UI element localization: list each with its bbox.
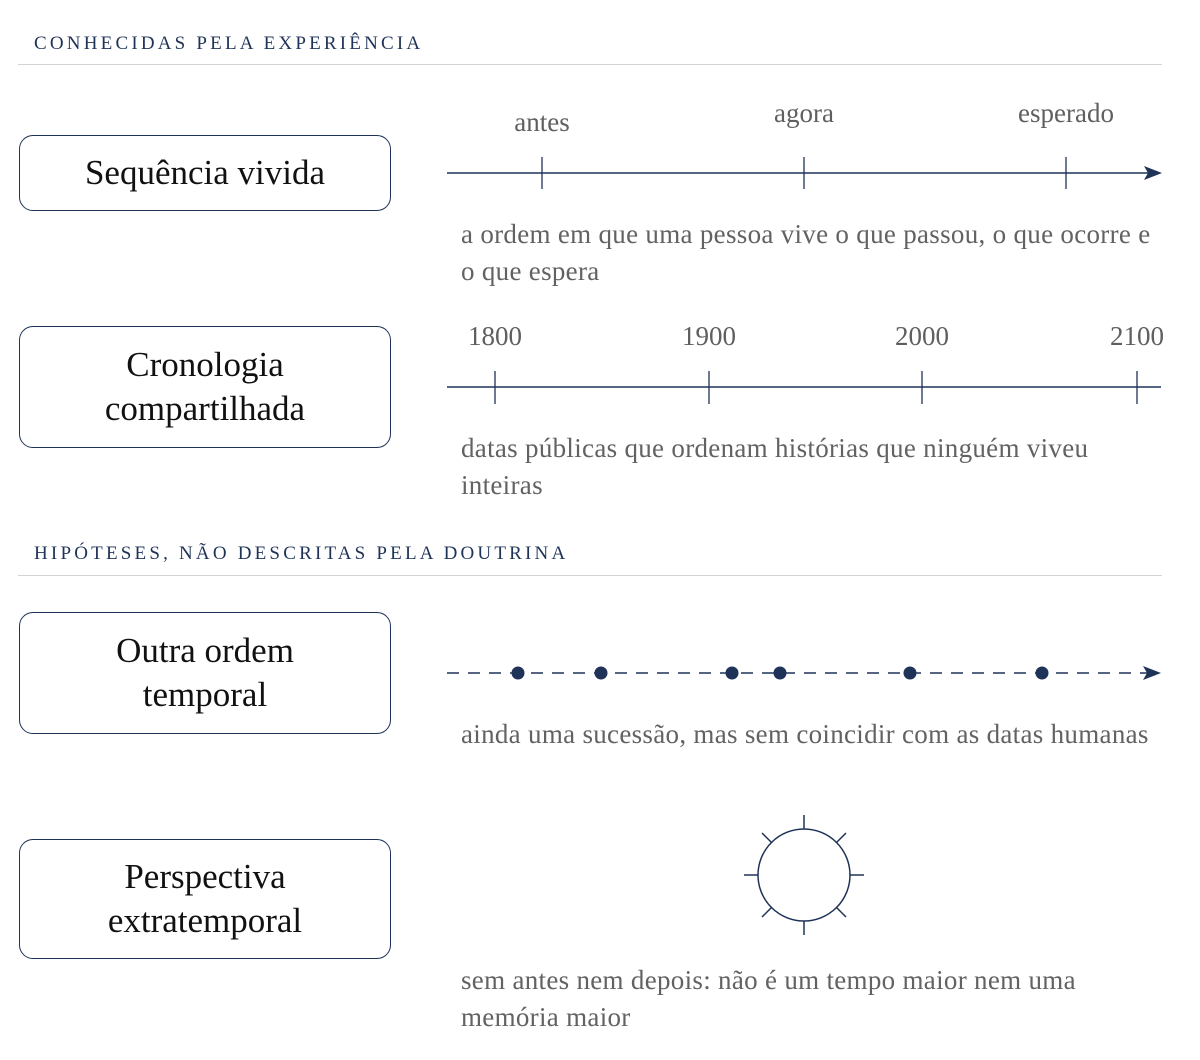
section-heading-hypotheses: HIPÓTESES, NÃO DESCRITAS PELA DOUTRINA <box>34 543 569 564</box>
event-dot <box>595 667 608 680</box>
shared-chronology-timeline <box>0 315 1200 410</box>
sun-ray <box>836 907 846 917</box>
section-divider <box>18 64 1162 65</box>
other-order-timeline <box>0 650 1200 695</box>
tick-label-2000: 2000 <box>895 321 949 351</box>
sun-ray <box>762 907 772 917</box>
event-dot <box>774 667 787 680</box>
description-lived-sequence: a ordem em que uma pessoa vive o que passou, o que ocorre e o que espera <box>461 219 1151 286</box>
sun-ray <box>836 833 846 843</box>
event-dot <box>1036 667 1049 680</box>
tick-label-before: antes <box>514 107 570 137</box>
tick-label-2100: 2100 <box>1110 321 1164 351</box>
tick-label-1900: 1900 <box>682 321 736 351</box>
term-label: Outra ordem temporal <box>116 631 294 714</box>
term-label: Sequência vivida <box>84 153 326 192</box>
description-other-temporal-order: ainda uma sucessão, mas sem coincidir com as datas humanas <box>461 719 1149 749</box>
description-shared-chronology: datas públicas que ordenam histórias que ninguém viveu inteiras <box>461 433 1089 500</box>
extratemporal-sun-icon <box>0 810 1200 940</box>
tick-label-1800: 1800 <box>468 321 522 351</box>
description-extratemporal-perspective: sem antes nem depois: não é um tempo maior nem uma memória maior <box>461 965 1076 1032</box>
event-dot <box>726 667 739 680</box>
event-dot <box>904 667 917 680</box>
event-dot <box>512 667 525 680</box>
term-label: Perspectiva extratemporal <box>107 857 303 940</box>
tick-label-now: agora <box>774 98 834 128</box>
term-label: Cronologia compartilhada <box>104 345 306 428</box>
lived-sequence-timeline <box>0 95 1200 205</box>
sun-ray <box>762 833 772 843</box>
tick-label-expected: esperado <box>1018 98 1114 128</box>
section-divider <box>18 575 1162 576</box>
section-heading-known: CONHECIDAS PELA EXPERIÊNCIA <box>34 33 424 54</box>
